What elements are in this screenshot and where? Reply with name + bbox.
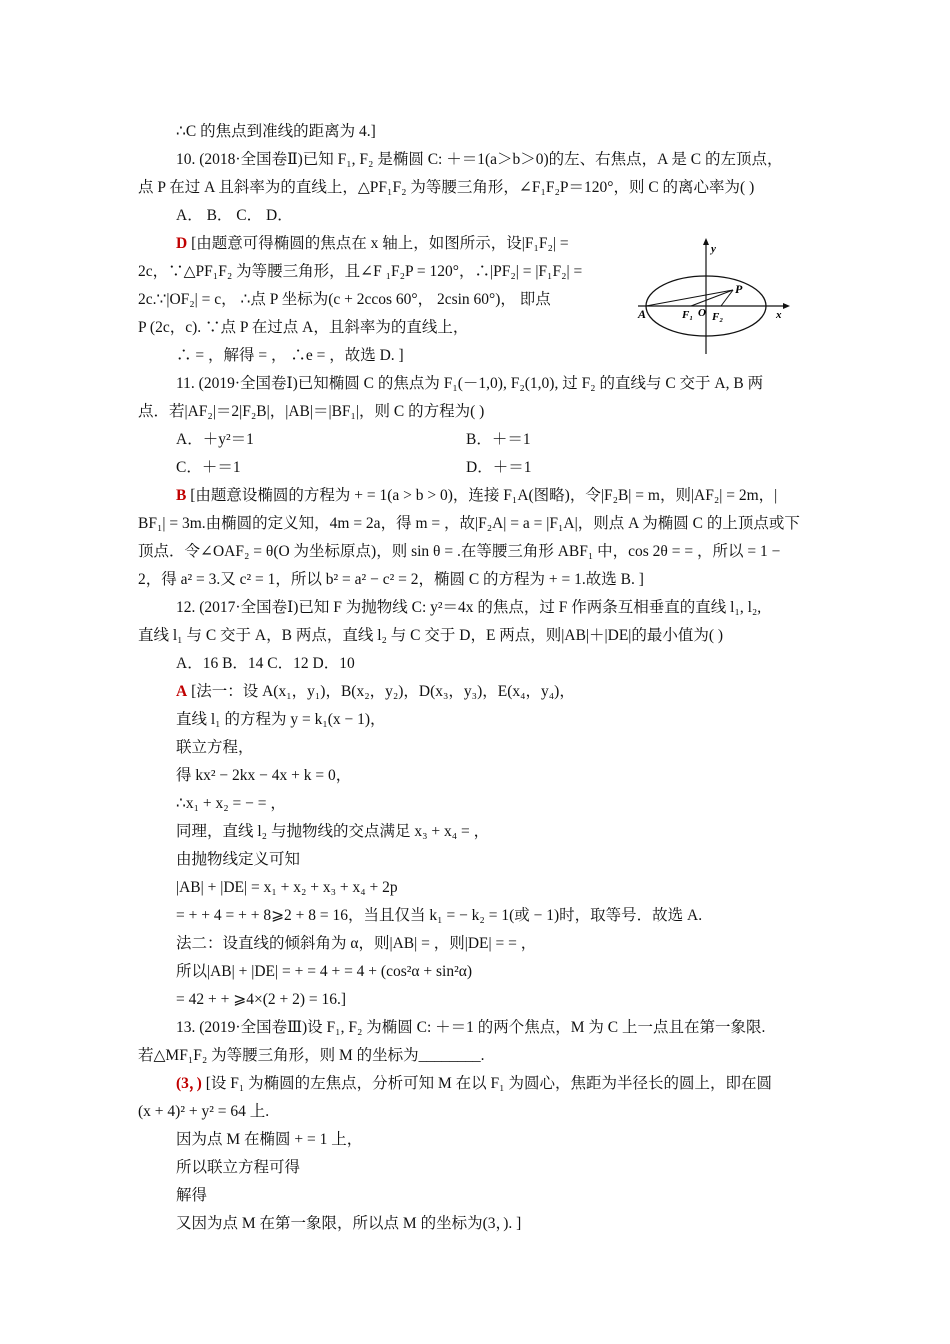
label-F1: F₁ (682, 309, 694, 321)
line-text: 同理，直线 l₂ 与抛物线的交点满足 x₃ + x₄ = ， (176, 823, 490, 840)
text-line (138, 570, 644, 590)
text-line (176, 346, 404, 366)
text-line (176, 206, 293, 226)
text-line (176, 682, 575, 702)
label-y: y (711, 243, 716, 255)
text-line (176, 766, 351, 786)
text-line (138, 626, 723, 646)
y-axis-arrow (703, 238, 709, 245)
line-text: 得 kx² − 2kx − 4x + k = 0， (176, 767, 352, 784)
line-text: 2c.∵|OF₂| = c， ∴点 P 坐标为(c + 2ccos 60°， 2csin 60°)， 即点 (138, 291, 551, 308)
line-text: 顶点．令∠OAF₂ = θ(O 为坐标原点)，则 sin θ = .在等腰三角形 ABF₁ 中，cos 2θ = = ，所以 = 1 − (138, 543, 781, 560)
line-text: (x + 4)² + y² = 64 上. (138, 1103, 270, 1120)
line-text: 2c，∵△PF₁F₂ 为等腰三角形，且∠F ₁F₂P = 120°，∴|PF₂| = |F₁F₂| = (138, 263, 583, 280)
label-O: O (698, 307, 706, 319)
answer-key: B (176, 487, 187, 504)
line-text: B．＋＝1 (466, 431, 531, 448)
line-text: 联立方程， (176, 739, 254, 756)
line-text: A．＋y²＝1 (176, 431, 254, 448)
text-line (176, 598, 761, 618)
text-line (176, 1158, 300, 1178)
line-text: 所以|AB| + |DE| = + = 4 + = 4 + (cos²α + sin²α) (176, 963, 473, 980)
line-text: [由题意可得椭圆的焦点在 x 轴上，如图所示，设|F₁F₂| = (187, 235, 569, 252)
segment-A-P (646, 290, 733, 306)
line-text: [法一：设 A(x₁，y₁)，B(x₂，y₂)，D(x₃，y₃)，E(x₄，y₄)， (187, 683, 575, 700)
text-line (176, 822, 489, 842)
text-line (176, 374, 763, 394)
line-text: D．＋＝1 (466, 459, 532, 476)
text-line (138, 178, 754, 198)
answer-key: (3，) (176, 1075, 202, 1092)
line-text: 13. (2019·全国卷Ⅲ)设 F₁, F₂ 为椭圆 C: ＋＝1 的两个焦点，M 为 C 上一点且在第一象限. (176, 1019, 766, 1036)
line-text: 又因为点 M 在第一象限，所以点 M 的坐标为(3，). ] (176, 1215, 522, 1232)
text-line (176, 1018, 765, 1038)
text-line (176, 654, 355, 674)
label-A: A (638, 307, 647, 321)
line-text: [由题意设椭圆的方程为 + = 1(a > b > 0)，连接 F₁A(图略)，令|F₂B| = m，则|AF₂| = 2m，| (186, 487, 778, 504)
line-text: A． B． C． D． (176, 207, 293, 224)
text-line (138, 318, 468, 338)
line-text: 直线 l₁ 的方程为 y = k₁(x − 1)， (176, 711, 386, 728)
text-line (138, 1102, 269, 1122)
line-text: 12. (2017·全国卷Ⅰ)已知 F 为抛物线 C: y²＝4x 的焦点，过 F 作两条互相垂直的直线 l₁, l₂, (176, 599, 762, 616)
text-line (176, 1130, 362, 1150)
text-line (176, 794, 286, 814)
line-text: A．16 B．14 C．12 D．10 (176, 655, 355, 672)
label-x: x (776, 309, 782, 321)
line-text: P (2c，c). ∵点 P 在过点 A，且斜率为的直线上， (138, 319, 469, 336)
answer-key: A (176, 683, 188, 700)
text-line (176, 738, 254, 758)
line-text: ∴C 的焦点到准线的距离为 4.] (176, 123, 376, 140)
line-text: 若△MF₁F₂ 为等腰三角形，则 M 的坐标为________. (138, 1047, 485, 1064)
text-line (176, 962, 472, 982)
label-F2: F₂ (712, 311, 724, 323)
text-line (176, 234, 569, 254)
line-text: [设 F₁ 为椭圆的左焦点，分析可知 M 在以 F₁ 为圆心，焦距为半径长的圆上，即在圆 (201, 1075, 772, 1092)
text-line (176, 906, 702, 926)
line-text: |AB| + |DE| = x₁ + x₂ + x₃ + x₄ + 2p (176, 879, 398, 896)
line-text: 直线 l₁ 与 C 交于 A，B 两点，直线 l₂ 与 C 交于 D，E 两点，则|AB|＋|DE|的最小值为( ) (138, 627, 724, 644)
text-line (176, 934, 536, 954)
text-line (176, 710, 386, 730)
line-text: 法二：设直线的倾斜角为 α，则|AB| = ，则|DE| = = ， (176, 935, 537, 952)
line-text: C．＋＝1 (176, 459, 241, 476)
ellipse-figure (636, 236, 800, 358)
line-text: 因为点 M 在椭圆 + = 1 上， (176, 1131, 363, 1148)
x-axis-arrow (783, 303, 790, 309)
line-text: BF₁| = 3m.由椭圆的定义知，4m = 2a，得 m = ，故|F₂A| = a = |F₁A|，则点 A 为椭圆 C 的上顶点或下 (138, 515, 800, 532)
text-line (176, 1074, 772, 1094)
line-text: = + + 4 = + + 8⩾2 + 8 = 16，当且仅当 k₁ = − k₂ = 1(或 − 1)时，取等号．故选 A. (176, 907, 703, 924)
text-line (176, 150, 782, 170)
text-line (176, 1214, 521, 1234)
line-text: ∴ = ，解得 = ， ∴e = ，故选 D. ] (176, 347, 404, 364)
line-text: 点．若|AF₂|＝2|F₂B|，|AB|＝|BF₁|，则 C 的方程为( ) (138, 403, 485, 420)
answer-key: D (176, 235, 188, 252)
label-P: P (735, 282, 743, 296)
text-line (176, 486, 777, 506)
line-text: 2，得 a² = 3.又 c² = 1，所以 b² = a² − c² = 2，椭圆 C 的方程为 + = 1.故选 B. ] (138, 571, 644, 588)
text-line (138, 290, 551, 310)
text-line (176, 430, 254, 450)
text-line (138, 262, 582, 282)
text-line (138, 402, 484, 422)
text-line (138, 1046, 485, 1066)
text-line (138, 542, 780, 562)
text-line (176, 458, 241, 478)
text-line (138, 514, 800, 534)
line-text: ∴x₁ + x₂ = − = ， (176, 795, 286, 812)
text-line (176, 1186, 207, 1206)
text-line (176, 850, 300, 870)
text-line (466, 458, 531, 478)
line-text: 所以联立方程可得 (176, 1159, 301, 1176)
line-text: 点 P 在过 A 且斜率为的直线上，△PF₁F₂ 为等腰三角形，∠F₁F₂P＝120°，则 C 的离心率为( ) (138, 179, 755, 196)
line-text: 11. (2019·全国卷Ⅰ)已知椭圆 C 的焦点为 F₁(－1,0), F₂(1,0), 过 F₂ 的直线与 C 交于 A, B 两 (176, 375, 764, 392)
text-line (176, 990, 346, 1010)
text-line (176, 878, 398, 898)
line-text: 由抛物线定义可知 (176, 851, 301, 868)
text-line (466, 430, 531, 450)
text-line (176, 122, 376, 142)
line-text: 10. (2018·全国卷Ⅱ)已知 F₁, F₂ 是椭圆 C: ＋＝1(a＞b＞0)的左、右焦点，A 是 C 的左顶点， (176, 151, 783, 168)
line-text: 解得 (176, 1187, 208, 1204)
line-text: = 42 + + ⩾4×(2 + 2) = 16.] (176, 991, 347, 1008)
